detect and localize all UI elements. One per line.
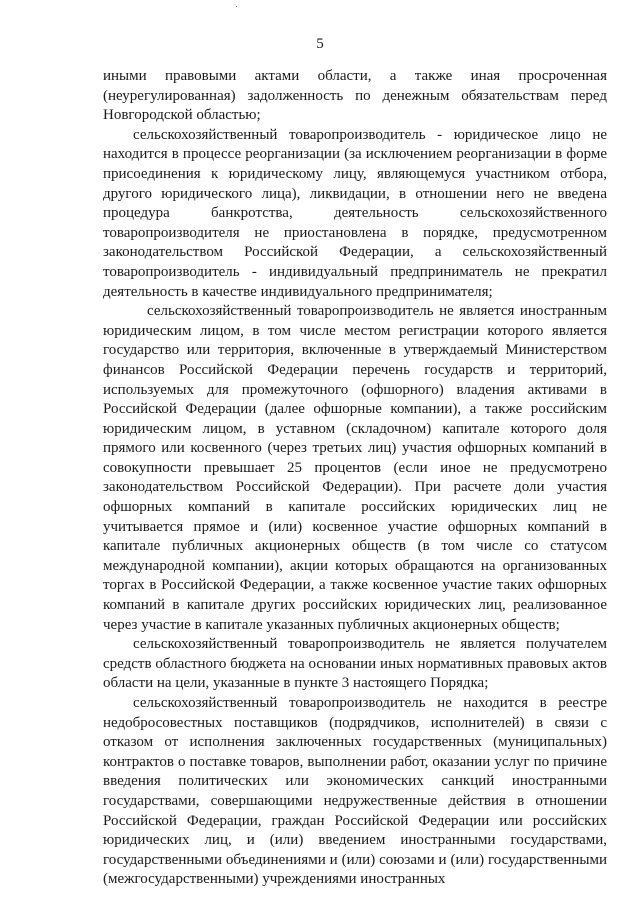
paragraph-reorganization: сельскохозяйственный товаропроизводитель - юридическое лицо не находится в процессе реорганизации (за исключением реорганизации в форме присоединения к юридическому лицу, являющемуся участником отбора, другого юридического лица), ликвидации, в отношении него не введена процедура банкротства, деятельность сельскохозяйственного товаропроизводителя не приостановлена в порядке, предусмотренном законодательством Российской Федерации, а сельскохозяйственный товаропроизводитель - индивидуальный предприниматель не прекратил деятельность в качестве индивидуального предпринимателя; [103,126,607,300]
page-number: 5 [316,36,324,52]
paragraph-offshore: сельскохозяйственный товаропроизводитель не является иностранным юридическим лицом, в том числе местом регистрации которого является государство или территория, включенные в утверждаемый Министерством финансов Российской Федерации перечень государств и территорий, используемых для промежуточного (офшорного) владения активами в Российской Федерации (далее офшорные компании), а также российским юридическим лицом, в уставном (складочном) капитале которого доля прямого или косвенного (через третьих лиц) участия офшорных компаний в совокупности превышает 25 процентов (если иное не предусмотрено законодательством Российской Федерации). При расчете доли участия офшорных компаний в капитале российских юридических лиц не учитывается прямое и (или) косвенное участие офшорных компаний в капитале публичных акционерных обществ (в том числе со статусом международной компании), акции которых обращаются на организованных торгах в Российской Федерации, а также косвенное участие таких офшорных компаний в капитале других российских юридических лиц, реализованное через участие в капитале указанных публичных акционерных обществ; [103,303,607,633]
document-body [103,67,607,890]
scan-speck [236,6,237,7]
paragraph-unfair-suppliers: сельскохозяйственный товаропроизводитель не находится в реестре недобросовестных поставщиков (подрядчиков, исполнителей) в связи с отказом от исполнения заключенных государственных (муниципальных) контрактов о поставке товаров, выполнении работ, оказании услуг по причине введения политических или экономических санкций иностранными государствами, совершающими недружественные действия в отношении Российской Федерации, граждан Российской Федерации или российских юридических лиц, и (или) введением иностранными государствами, государственными объединениями и (или) союзами и (или) государственными (межгосударственными) учреждениями иностранных [103,695,607,888]
paragraph-budget-funds: сельскохозяйственный товаропроизводитель не является получателем средств областного бюджета на основании иных нормативных правовых актов области на цели, указанные в пункте 3 настоящего Порядка; [103,636,607,692]
paragraph-debt-continuation: иными правовыми актами области, а также иная просроченная (неурегулированная) задолженность по денежным обязательствам перед Новгородской областью; [103,68,607,124]
